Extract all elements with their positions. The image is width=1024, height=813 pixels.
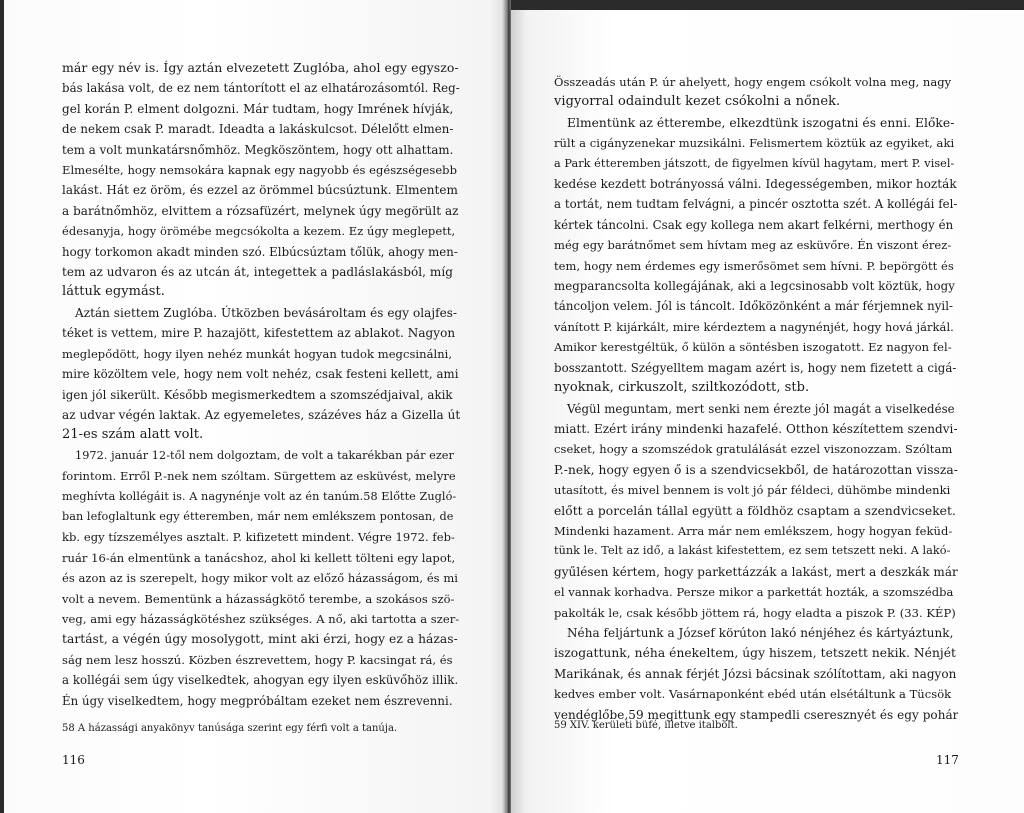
right-page-body (554, 72, 958, 725)
text-line: P.-nek, hogy egyen ő is a szendvicsekből, de határozottan vissza- (554, 462, 958, 477)
text-line: lakást. Hát ez öröm, és ezzel az örömmel búcsúztunk. Elmentem (62, 183, 458, 198)
text-line: Mindenki hazament. Arra már nem emlékszem, hogy hogyan feküd- (554, 523, 953, 538)
text-line: el vannak korhadva. Persze mikor a parkettát hozták, a szomszédba (554, 585, 954, 600)
text-line: gyűlésen kértem, hogy parkettázzák a lakást, mert a deszkák már (554, 564, 958, 579)
text-line: veg, ami egy házasságkötéshez szükséges. A nő, aki tartotta a szer- (62, 611, 460, 626)
text-line: tem, hogy nem érdemes egy ismerősömet sem hívni. P. bepörgött és (554, 258, 954, 273)
text-line: téket is vettem, mire P. hazajött, kifestettem az ablakot. Nagyon (62, 326, 456, 341)
text-line: ruár 16-án elmentünk a tanácshoz, ahol ki kellett tölteni egy lapot, (62, 550, 456, 565)
text-line: nyoknak, cirkuszolt, sziltkozódott, stb. (554, 380, 810, 396)
text-line: miatt. Ezért irány mindenki hazafelé. Otthon készítettem szendvi- (554, 421, 958, 436)
text-line: igen jól sikerült. Később megismerkedtem a szomszédjaival, akik (62, 387, 453, 402)
text-line: a Park étteremben játszott, de figyelmen kívül hagytam, mert P. visel- (554, 156, 955, 170)
text-line: Aztán siettem Zuglóba. Útközben bevásároltam és egy olajfes- (75, 305, 458, 320)
text-line: édesanyja, hogy örömébe megcsókolta a kezem. Ez úgy meglepett, (62, 224, 456, 239)
text-line: iszogattunk, néha énekeltem, úgy hiszem, tetszett nekik. Nénjét (554, 646, 957, 661)
scan-top-edge (511, 0, 1024, 10)
page-number: 116 (62, 753, 85, 767)
text-line: és azon az is szerepelt, hogy mikor volt az előző házasságom, és mi (62, 571, 459, 586)
text-line: a kollégái sem úgy viselkedtek, ahogyan egy ilyen esküvőhöz illik. (62, 673, 459, 688)
text-line: Elmentünk az étterembe, elkezdtünk iszogatni és enni. Előke- (567, 115, 955, 130)
text-line: cseket, hogy a szomszédok gratulálását ezzel viszonozzam. Szóltam (554, 442, 953, 457)
text-line: pakolták le, csak később jöttem rá, hogy eladta a piszok P. (33. KÉP) (554, 605, 956, 620)
text-line: Marikának, és annak férjét Józsi bácsinak szólítottam, aki nagyon (554, 666, 957, 681)
footnote: 59 XIV. kerületi büfé, illetve italbolt. (554, 720, 738, 731)
text-line: forintom. Erről P.-nek nem szóltam. Sürgettem az esküvést, melyre (62, 469, 456, 484)
text-line: hogy torkomon akadt minden szó. Elbúcsúztam tőlük, ahogy men- (62, 244, 458, 259)
text-line: láttuk egymást. (62, 284, 165, 300)
text-line: rült a cigányzenekar muzsikálni. Felismertem köztük az egyiket, aki (554, 136, 955, 151)
text-line: vánított P. kijárkált, mire kérdeztem a nagynénjét, hogy hová járkál. (554, 319, 954, 334)
text-line: bás lakása volt, de ez nem tántorított el az elhatározásomtól. Reg- (62, 81, 460, 96)
text-line: az udvar végén laktak. Az egyemeletes, százéves ház a Gizella út (62, 407, 460, 422)
left-page (4, 0, 509, 813)
page-number: 117 (936, 753, 959, 767)
text-line: Összeadás után P. úr ahelyett, hogy engem csókolt volna meg, nagy (554, 75, 952, 89)
text-line: kértek táncolni. Csak egy kollega nem akart felkérni, merthogy én (554, 217, 954, 232)
text-line: 1972. január 12-től nem dolgoztam, de volt a takarékban pár ezer (75, 448, 454, 462)
text-line: kedves ember volt. Vasárnaponként ebéd után elsétáltunk a Tücsök (554, 687, 952, 702)
text-line: még egy barátnőmet sem hívtam meg az esküvőre. Én viszont érez- (554, 238, 952, 253)
text-line: meglepődött, hogy ilyen nehéz munkát hogyan tudok megcsinálni, (62, 346, 453, 361)
left-page-body (62, 58, 460, 711)
text-line: megparancsolta kollegájának, aki a legcsinosabb volt köztük, hogy (554, 279, 955, 294)
text-line: tünk le. Telt az idő, a lakást kifestettem, ez sem tetszett neki. A lakó- (554, 544, 951, 558)
text-line: utasított, és mivel bennem is volt jó pár féldeci, dühömbe mindenki (554, 483, 951, 498)
text-line: tem a volt munkatársnőmhöz. Megköszöntem, hogy ott alhattam. (62, 142, 454, 157)
text-line: meghívta kollégáit is. A nagynénje volt az én tanúm.58 Előtte Zugló- (62, 489, 457, 503)
text-line: vendéglőbe,59 megittunk egy stampedli cseresznyét és egy pohár (554, 707, 958, 722)
text-line: Néha feljártunk a József körúton lakó nénjéhez és kártyáztunk, (567, 625, 954, 640)
text-line: bosszantott. Szégyelltem magam azért is, hogy nem fizetett a cigá- (554, 360, 957, 375)
text-line: volt a nevem. Bementünk a házasságkötő terembe, a szokásos szö- (62, 591, 455, 606)
text-line: a tortát, nem tudtam felvágni, a pincér osztotta szét. A kollégái fel- (554, 197, 958, 212)
text-line: ság nem lesz hosszú. Közben észrevettem, hogy P. kacsingat rá, és (62, 652, 453, 667)
text-line: kedése kezdett botrányossá válni. Idegességemben, mikor hozták (554, 177, 957, 192)
text-line: gel korán P. elment dolgozni. Már tudtam, hogy Imrének hívják, (62, 101, 454, 116)
text-line: Amikor kerestgéltük, ő külön a söntésben iszogatott. Ez nagyon fel- (554, 340, 952, 355)
text-line: de nekem csak P. maradt. Ideadta a lakáskulcsot. Délelőtt elmen- (62, 122, 454, 137)
text-line: már egy név is. Így aztán elvezetett Zuglóba, ahol egy egyszo- (62, 60, 459, 75)
text-line: tartást, a végén úgy mosolygott, mint aki érzi, hogy ez a házas- (62, 632, 458, 647)
text-line: vigyorral odaindult kezet csókolni a nőnek. (554, 94, 841, 110)
right-page (511, 0, 1024, 813)
text-line: 21-es szám alatt volt. (62, 427, 204, 443)
text-line: táncoljon velem. Jól is táncolt. Időközönként a már férjemnek nyil- (554, 299, 954, 314)
text-line: Elmesélte, hogy nemsokára kapnak egy nagyobb és egészségesebb (62, 163, 457, 178)
text-line: a barátnőmhöz, elvittem a rózsafüzért, melynek úgy megörült az (62, 203, 459, 218)
text-line: mire közöltem vele, hogy nem volt nehéz, csak festeni kellett, ami (62, 367, 459, 382)
text-line: Végül meguntam, mert senki nem érezte jól magát a viselkedése (567, 401, 955, 416)
footnote: 58 A házassági anyakönyv tanúsága szerint egy férfi volt a tanúja. (62, 723, 398, 734)
text-line: kb. egy tízszemélyes asztalt. P. kifizetett mindent. Végre 1972. feb- (62, 530, 455, 545)
text-line: ban lefoglaltunk egy étteremben, már nem emlékszem pontosan, de (62, 509, 454, 523)
text-line: előtt a porcelán tállal együtt a földhöz csaptam a szendvicseket. (554, 503, 956, 518)
text-line: Én úgy viselkedtem, hogy megpróbáltam ezeket nem észrevenni. (62, 693, 453, 708)
text-line: tem az udvaron és az utcán át, integettek a padláslakásból, míg (62, 265, 453, 280)
